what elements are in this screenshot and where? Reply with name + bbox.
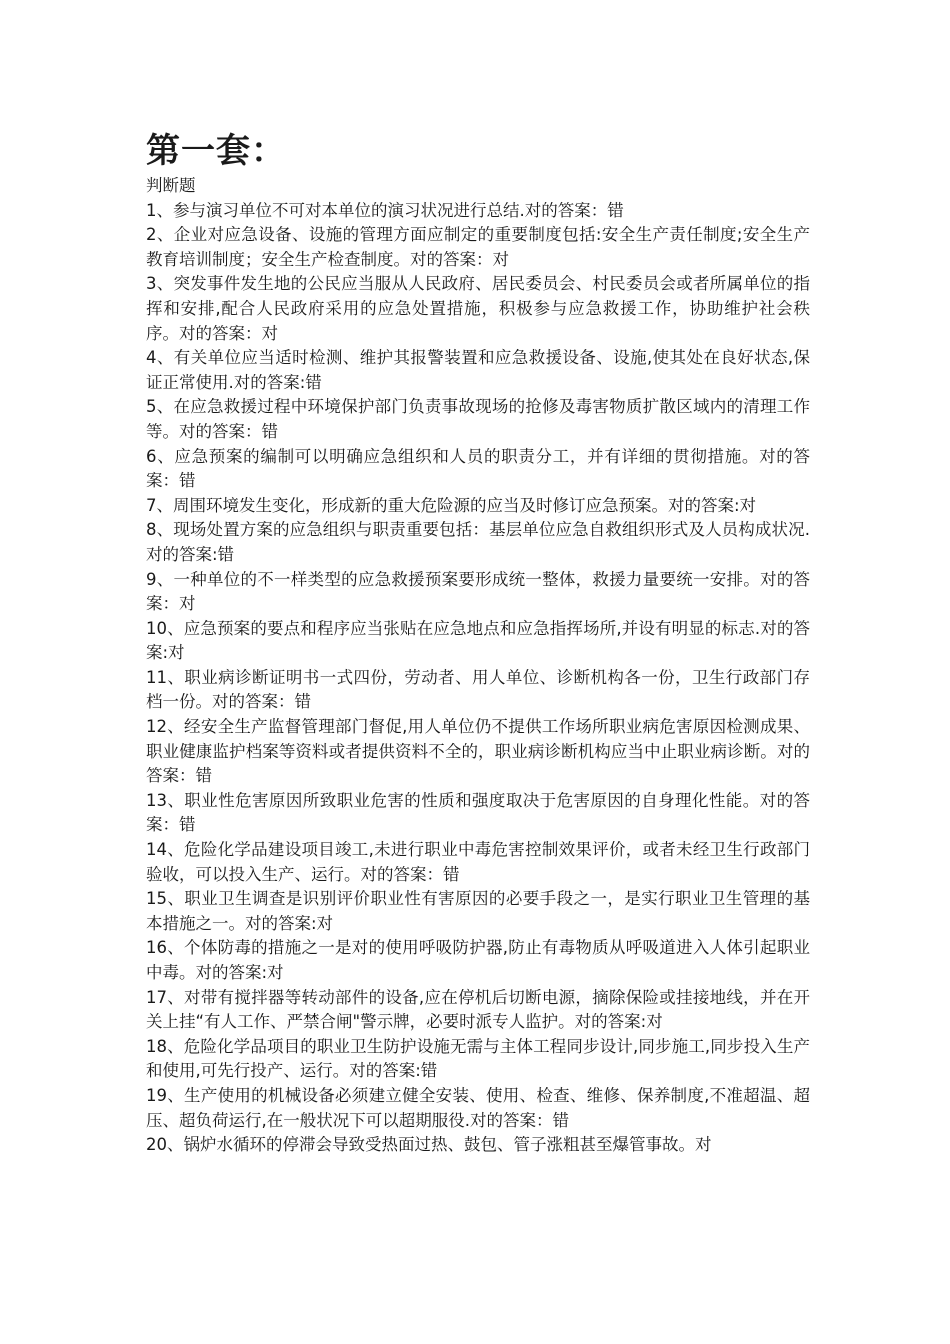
question-item: 13、职业性危害原因所致职业危害的性质和强度取决于危害原因的自身理化性能。对的答案：错 (146, 790, 810, 835)
question-item: 3、突发事件发生地的公民应当服从人民政府、居民委员会、村民委员会或者所属单位的指挥和安排,配合人民政府采用的应急处置措施，积极参与应急救援工作，协助维护社会秩序。对的答案：对 (146, 274, 810, 343)
question-item: 9、一种单位的不一样类型的应急救援预案要形成统一整体，救援力量要统一安排。对的答案：对 (146, 569, 810, 614)
question-item: 16、个体防毒的措施之一是对的使用呼吸防护器,防止有毒物质从呼吸道进入人体引起职业中毒。对的答案:对 (146, 938, 810, 982)
question-item: 6、应急预案的编制可以明确应急组织和人员的职责分工，并有详细的贯彻措施。对的答案：错 (146, 446, 810, 491)
document-page (146, 128, 810, 1158)
question-item: 4、有关单位应当适时检测、维护其报警装置和应急救援设备、设施,使其处在良好状态,保证正常使用.对的答案:错 (146, 348, 810, 392)
question-item: 1、参与演习单位不可对本单位的演习状况进行总结.对的答案：错 (146, 200, 624, 220)
section-label: 判断题 (146, 176, 196, 195)
document-title: 第一套： (146, 131, 286, 171)
question-list (146, 199, 810, 1158)
question-item: 15、职业卫生调查是识别评价职业性有害原因的必要手段之一，是实行职业卫生管理的基本措施之一。对的答案:对 (146, 889, 810, 933)
question-item: 5、在应急救援过程中环境保护部门负责事故现场的抢修及毒害物质扩散区域内的清理工作等。对的答案：错 (146, 397, 810, 441)
question-item: 2、企业对应急设备、设施的管理方面应制定的重要制度包括:安全生产责任制度;安全生产教育培训制度；安全生产检查制度。对的答案：对 (146, 225, 810, 269)
question-item: 11、职业病诊断证明书一式四份，劳动者、用人单位、诊断机构各一份，卫生行政部门存档一份。对的答案：错 (146, 667, 810, 712)
question-item: 8、现场处置方案的应急组织与职责重要包括：基层单位应急自救组织形式及人员构成状况.对的答案:错 (146, 520, 810, 564)
question-item: 12、经安全生产监督管理部门督促,用人单位仍不提供工作场所职业病危害原因检测成果、职业健康监护档案等资料或者提供资料不全的，职业病诊断机构应当中止职业病诊断。对的答案：错 (146, 717, 810, 786)
question-item: 18、危险化学品项目的职业卫生防护设施无需与主体工程同步设计,同步施工,同步投入生产和使用,可先行投产、运行。对的答案:错 (146, 1036, 810, 1081)
question-item: 19、生产使用的机械设备必须建立健全安装、使用、检查、维修、保养制度,不准超温、超压、超负荷运行,在一般状况下可以超期服役.对的答案：错 (146, 1085, 810, 1130)
question-item: 17、对带有搅拌器等转动部件的设备,应在停机后切断电源，摘除保险或挂接地线，并在开关上挂“有人工作、严禁合闸"警示牌，必要时派专人监护。对的答案:对 (146, 987, 810, 1032)
question-item: 7、周围环境发生变化，形成新的重大危险源的应当及时修订应急预案。对的答案:对 (146, 495, 757, 515)
question-item: 20、锅炉水循环的停滞会导致受热面过热、鼓包、管子涨粗甚至爆管事故。对 (146, 1135, 712, 1155)
question-item: 14、危险化学品建设项目竣工,未进行职业中毒危害控制效果评价，或者未经卫生行政部门验收，可以投入生产、运行。对的答案：错 (146, 840, 810, 884)
question-item: 10、应急预案的要点和程序应当张贴在应急地点和应急指挥场所,并设有明显的标志.对的答案:对 (146, 618, 810, 663)
